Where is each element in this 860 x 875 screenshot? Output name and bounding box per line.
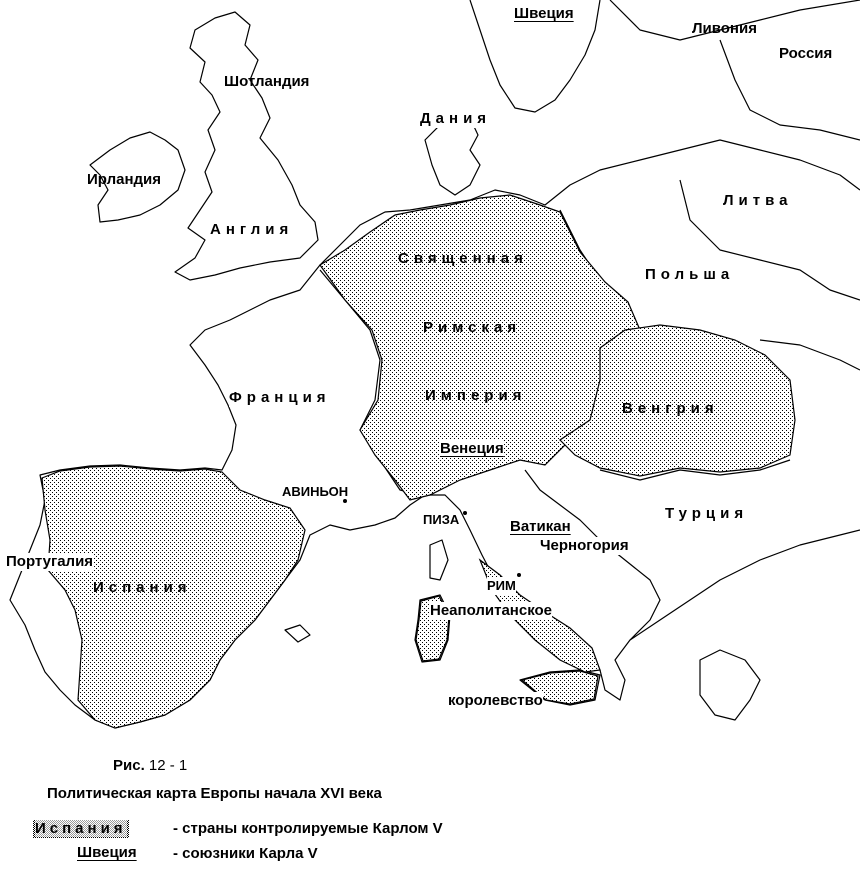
avignon-dot [343, 499, 347, 503]
map-title: Политическая карта Европы начала XVI века [47, 785, 382, 802]
label-venice: Венеция [440, 440, 504, 457]
label-avignon: АВИНЬОН [282, 484, 349, 499]
label-rome: РИМ [487, 578, 516, 593]
label-vatican: Ватикан [510, 518, 571, 535]
figure-number [113, 757, 187, 774]
legend-controlled-text: - страны контролируемые Карлом V [173, 820, 443, 837]
legend-allies-text: - союзники Карла V [173, 845, 318, 862]
label-empire: Империя [425, 387, 527, 404]
label-montenegro: Черногория [540, 537, 629, 554]
label-roman: Римская [423, 319, 522, 336]
label-pisa: ПИЗА [423, 512, 460, 527]
figure-prefix: Рис. [113, 757, 145, 774]
label-lithuania: Литва [723, 192, 793, 209]
label-holy: Священная [398, 250, 528, 267]
label-poland: Польша [645, 266, 735, 283]
label-scotland: Шотландия [224, 73, 310, 90]
label-russia: Россия [779, 45, 833, 62]
label-england: Англия [210, 221, 294, 238]
legend-controlled-sample: Испания [35, 820, 127, 837]
label-naples: Неаполитанское [430, 602, 553, 619]
legend-controlled-swatch [33, 820, 129, 838]
corsica-outline [430, 540, 448, 580]
label-portugal: Португалия [6, 553, 94, 570]
label-livonia: Ливония [692, 20, 757, 37]
label-sweden: Швеция [514, 5, 574, 22]
rome-dot [517, 573, 521, 577]
pisa-dot [463, 511, 467, 515]
label-hungary: Венгрия [622, 400, 719, 417]
label-denmark: Дания [420, 110, 492, 127]
figure-num: 12 - 1 [148, 757, 188, 774]
label-kingdom: королевство [448, 692, 543, 709]
label-turkey: Турция [665, 505, 749, 522]
britain-outline [175, 12, 318, 280]
spain-region [42, 466, 305, 728]
legend-allies-sample: Швеция [77, 844, 137, 861]
label-spain: Испания [93, 579, 192, 596]
label-france: Франция [229, 389, 331, 406]
greece-outline [700, 650, 760, 720]
balearic-outline [285, 625, 310, 642]
label-ireland: Ирландия [87, 171, 161, 188]
